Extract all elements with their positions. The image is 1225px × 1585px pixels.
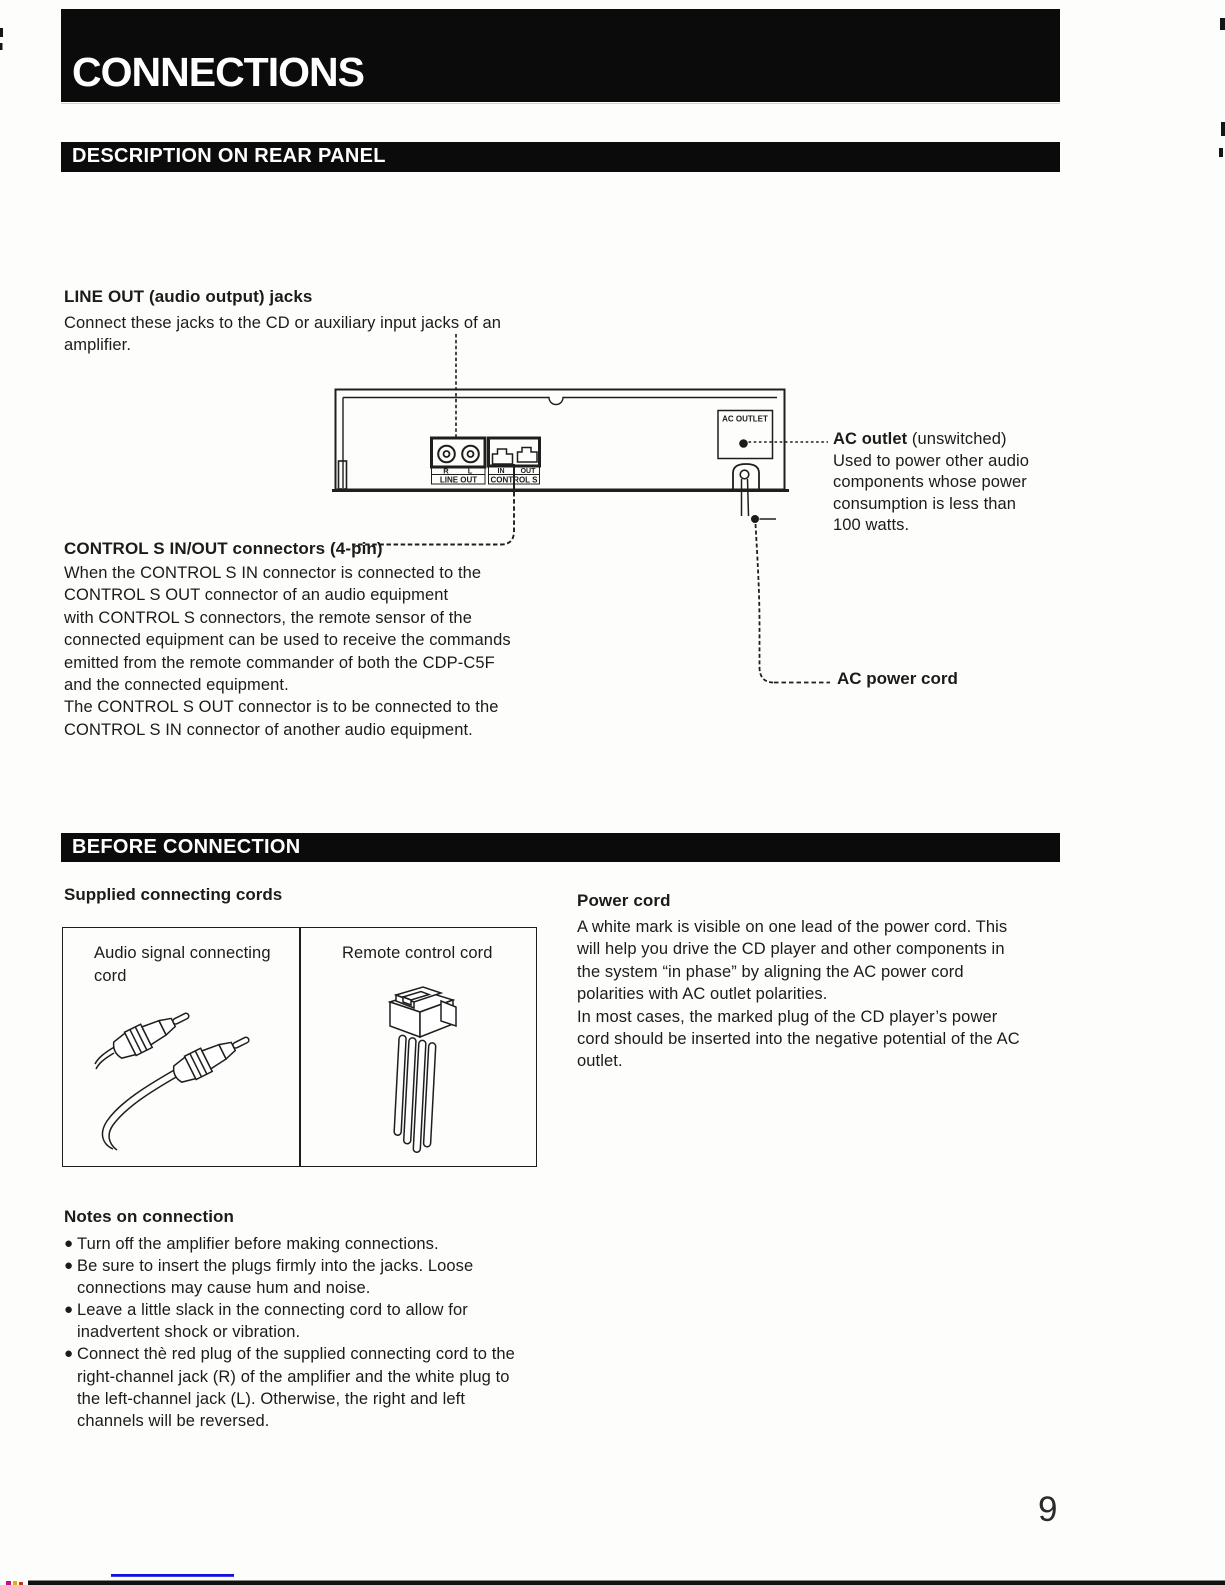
para-line: connections may cause hum and noise. — [77, 1279, 371, 1298]
bullet-icon: ● — [64, 1301, 74, 1319]
para-line: right-channel jack (R) of the amplifier and the white plug to — [77, 1367, 510, 1386]
ac-outlet-title-bold: AC outlet — [833, 430, 908, 448]
notes-block — [64, 1206, 515, 1432]
figure-divider — [299, 928, 301, 1166]
control-s-callout — [64, 538, 511, 741]
note-item — [64, 1299, 515, 1343]
para-line: the system “in phase” by aligning the AC power cord — [577, 962, 964, 981]
control-s-leader-line — [352, 464, 514, 545]
bullet-icon: ● — [64, 1257, 74, 1275]
connector-label-out: OUT — [520, 468, 536, 476]
para-line: with CONTROL S connectors, the remote sensor of the — [64, 608, 472, 627]
ac-outlet-box — [718, 411, 773, 459]
banner-scan-edge — [61, 103, 1060, 105]
remote-cord-label: Remote control cord — [342, 944, 493, 962]
para-line: consumption is less than — [833, 494, 1017, 513]
para-line: Connect thè red plug of the supplied connecting cord to the — [77, 1345, 515, 1364]
ac-power-cord-label: AC power cord — [837, 669, 958, 688]
para-line: Audio signal connecting — [94, 944, 271, 962]
supplied-cords-heading: Supplied connecting cords — [64, 885, 283, 904]
para-line: will help you drive the CD player and other components in — [577, 940, 1005, 959]
para-line: amplifier. — [64, 336, 132, 355]
ac-outlet-callout — [833, 429, 1029, 537]
control-s-out-connector-icon — [518, 448, 538, 463]
ac-outlet-title — [833, 429, 1029, 451]
section-title-rear-panel: DESCRIPTION ON REAR PANEL — [72, 145, 386, 167]
power-cord-block — [577, 890, 1020, 1073]
para-line: Used to power other audio — [833, 451, 1030, 470]
para-line: Be sure to insert the plugs firmly into the jacks. Loose — [77, 1257, 474, 1276]
para-line: The CONTROL S OUT connector is to be connected to the — [64, 698, 499, 717]
control-s-heading: CONTROL S IN/OUT connectors (4-pin) — [64, 539, 383, 558]
note-item — [64, 1233, 515, 1255]
section-bar-rear-panel — [61, 142, 1060, 172]
para-line: and the connected equipment. — [64, 676, 289, 695]
page-title: CONNECTIONS — [72, 49, 364, 95]
para-line: cord — [94, 967, 127, 985]
connector-label-in: IN — [497, 468, 505, 476]
page-number: 9 — [1038, 1490, 1058, 1529]
panel-foot — [339, 461, 347, 489]
para-line: In most cases, the marked plug of the CD player’s power — [577, 1007, 998, 1026]
power-cord-heading: Power cord — [577, 891, 671, 910]
para-line: Connect these jacks to the CD or auxiliary input jacks of an — [64, 314, 502, 332]
para-line: When the CONTROL S IN connector is connected to the — [64, 564, 482, 582]
line-out-heading: LINE OUT (audio output) jacks — [64, 287, 313, 306]
ac-outlet-panel-label: AC OUTLET — [722, 414, 768, 424]
para-line: emitted from the remote commander of both the CDP-C5F — [64, 653, 495, 672]
control-s-in-connector-icon — [493, 449, 513, 464]
blue-underline-artifact — [111, 1574, 234, 1577]
para-line: cord should be inserted into the negative potential of the AC — [577, 1030, 1020, 1049]
para-line: components whose power — [833, 473, 1027, 491]
ac-outlet-title-rest: (unswitched) — [907, 430, 1007, 448]
note-item — [64, 1343, 515, 1431]
note-item — [64, 1255, 515, 1299]
jack-label-l: L — [467, 466, 473, 476]
para-line: connected equipment can be used to receive the commands — [64, 631, 511, 650]
para-line: channels will be reversed. — [77, 1411, 270, 1430]
para-line: polarities with AC outlet polarities. — [577, 985, 828, 1004]
para-line: A white mark is visible on one lead of the power cord. This — [577, 918, 1008, 936]
notes-heading: Notes on connection — [64, 1207, 235, 1226]
rca-jack-r-icon — [438, 446, 455, 463]
ac-outlet-socket-icon — [739, 439, 748, 448]
para-line: Leave a little slack in the connecting cord to allow for — [77, 1301, 468, 1320]
section-bar-before-connection — [61, 833, 1060, 862]
para-line: CONTROL S OUT connector of an audio equipment — [64, 586, 449, 605]
audio-cord-label — [94, 942, 271, 988]
line-out-callout — [64, 286, 501, 357]
bullet-icon: ● — [64, 1345, 74, 1363]
control-s-connectors — [489, 438, 540, 484]
title-banner — [61, 9, 1060, 102]
para-line: inadvertent shock or vibration. — [77, 1323, 301, 1342]
line-out-jacks — [432, 438, 486, 484]
para-line: CONTROL S IN connector of another audio equipment. — [64, 720, 473, 739]
control-s-panel-label: CONTROL S — [490, 475, 538, 485]
para-line: the left-channel jack (L). Otherwise, the right and left — [77, 1389, 466, 1408]
para-line: 100 watts. — [833, 516, 910, 534]
rca-jack-l-icon — [462, 446, 479, 463]
jack-label-r: R — [443, 466, 449, 476]
section-title-before-connection: BEFORE CONNECTION — [72, 836, 301, 858]
bullet-icon: ● — [64, 1235, 74, 1252]
power-cord-drawing — [733, 464, 830, 683]
line-out-panel-label: LINE OUT — [439, 475, 478, 485]
para-line: outlet. — [577, 1052, 623, 1071]
para-line: Turn off the amplifier before making connections. — [77, 1235, 439, 1253]
